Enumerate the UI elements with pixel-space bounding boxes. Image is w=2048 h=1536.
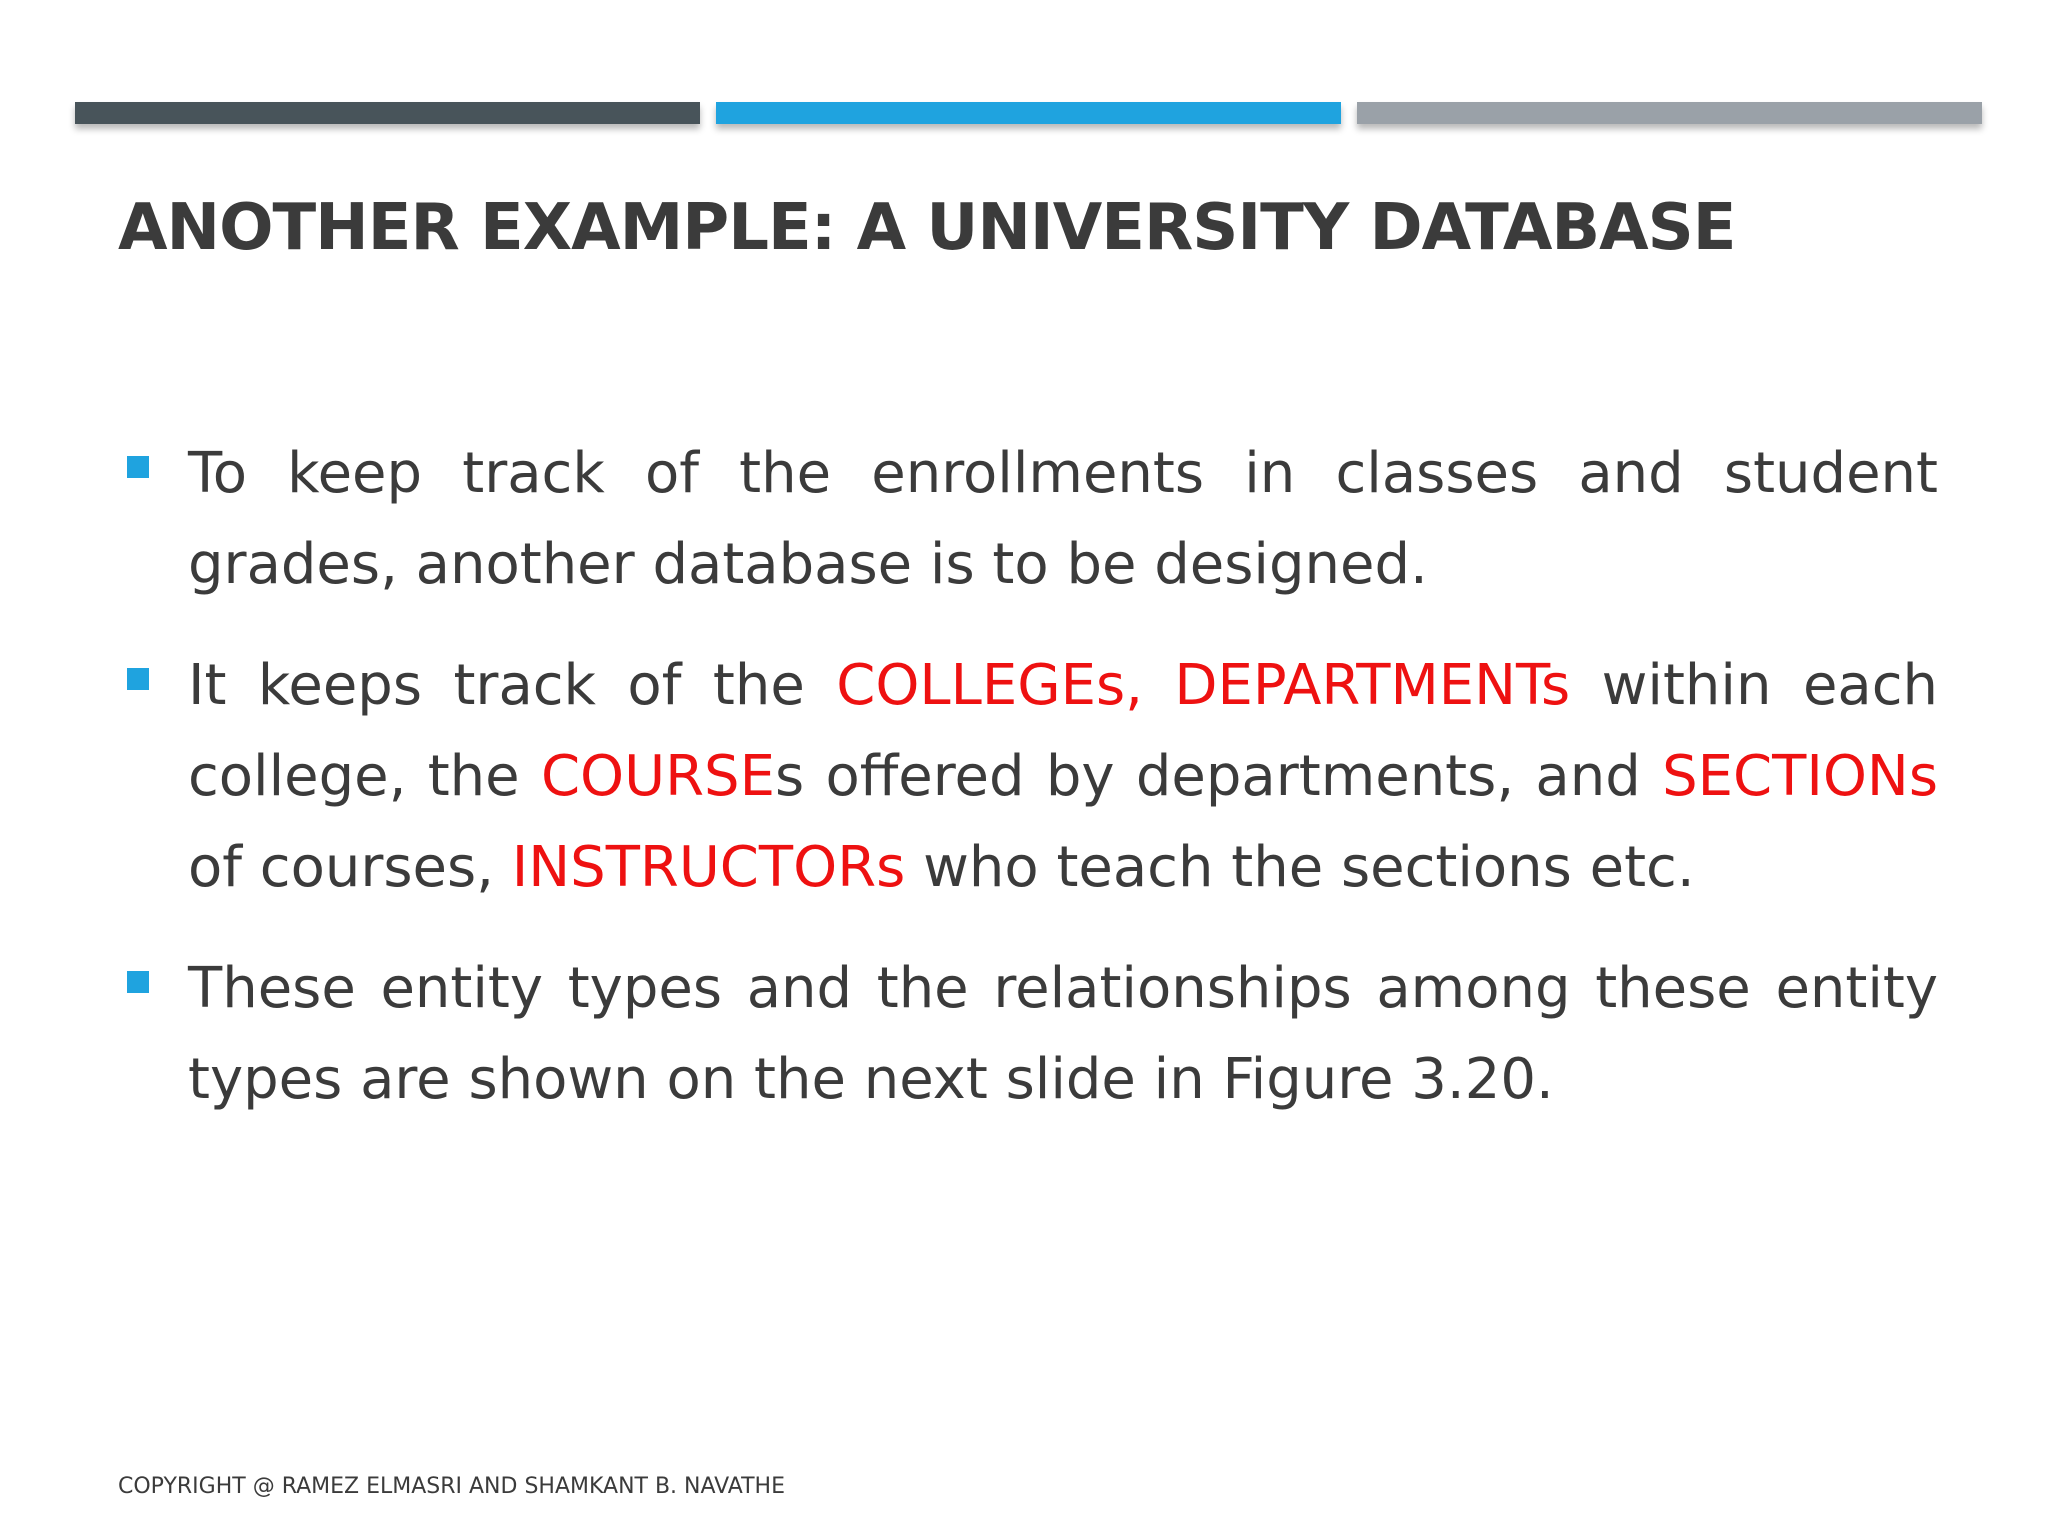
bullet-item [118,428,1938,610]
bullet-list [118,428,1938,1155]
bullet-item [118,640,1938,913]
square-bullet-icon [127,668,149,690]
highlight-term: COLLEGEs, DEPARTMENTs [836,653,1571,718]
bullet-text: who teach the sections etc. [905,835,1695,900]
copyright-footer: COPYRIGHT @ RAMEZ ELMASRI AND SHAMKANT B. NAVATHE [118,1474,786,1499]
square-bullet-icon [127,971,149,993]
header-bar-dark [75,102,700,124]
bullet-text: s offered by departments, and [774,744,1663,809]
bullet-text: These entity types and the relationships among these entity types are shown on the next slide in Figure 3.20. [188,956,1938,1112]
header-bar-gray [1357,102,1982,124]
bullet-text: To keep track of the enrollments in classes and student grades, another database is to be designed. [188,441,1938,597]
slide-title: ANOTHER EXAMPLE: A UNIVERSITY DATABASE [118,191,1736,265]
highlight-term: INSTRUCTORs [511,835,906,900]
bullet-text: of courses, [188,835,512,900]
bullet-item [118,943,1938,1125]
bullet-text: within each college, the [188,653,1938,809]
square-bullet-icon [127,456,149,478]
highlight-term: COURSE [540,744,775,809]
highlight-term: SECTIONs [1662,744,1938,809]
bullet-text: It keeps track of the [188,653,837,718]
header-bar-blue [716,102,1341,124]
